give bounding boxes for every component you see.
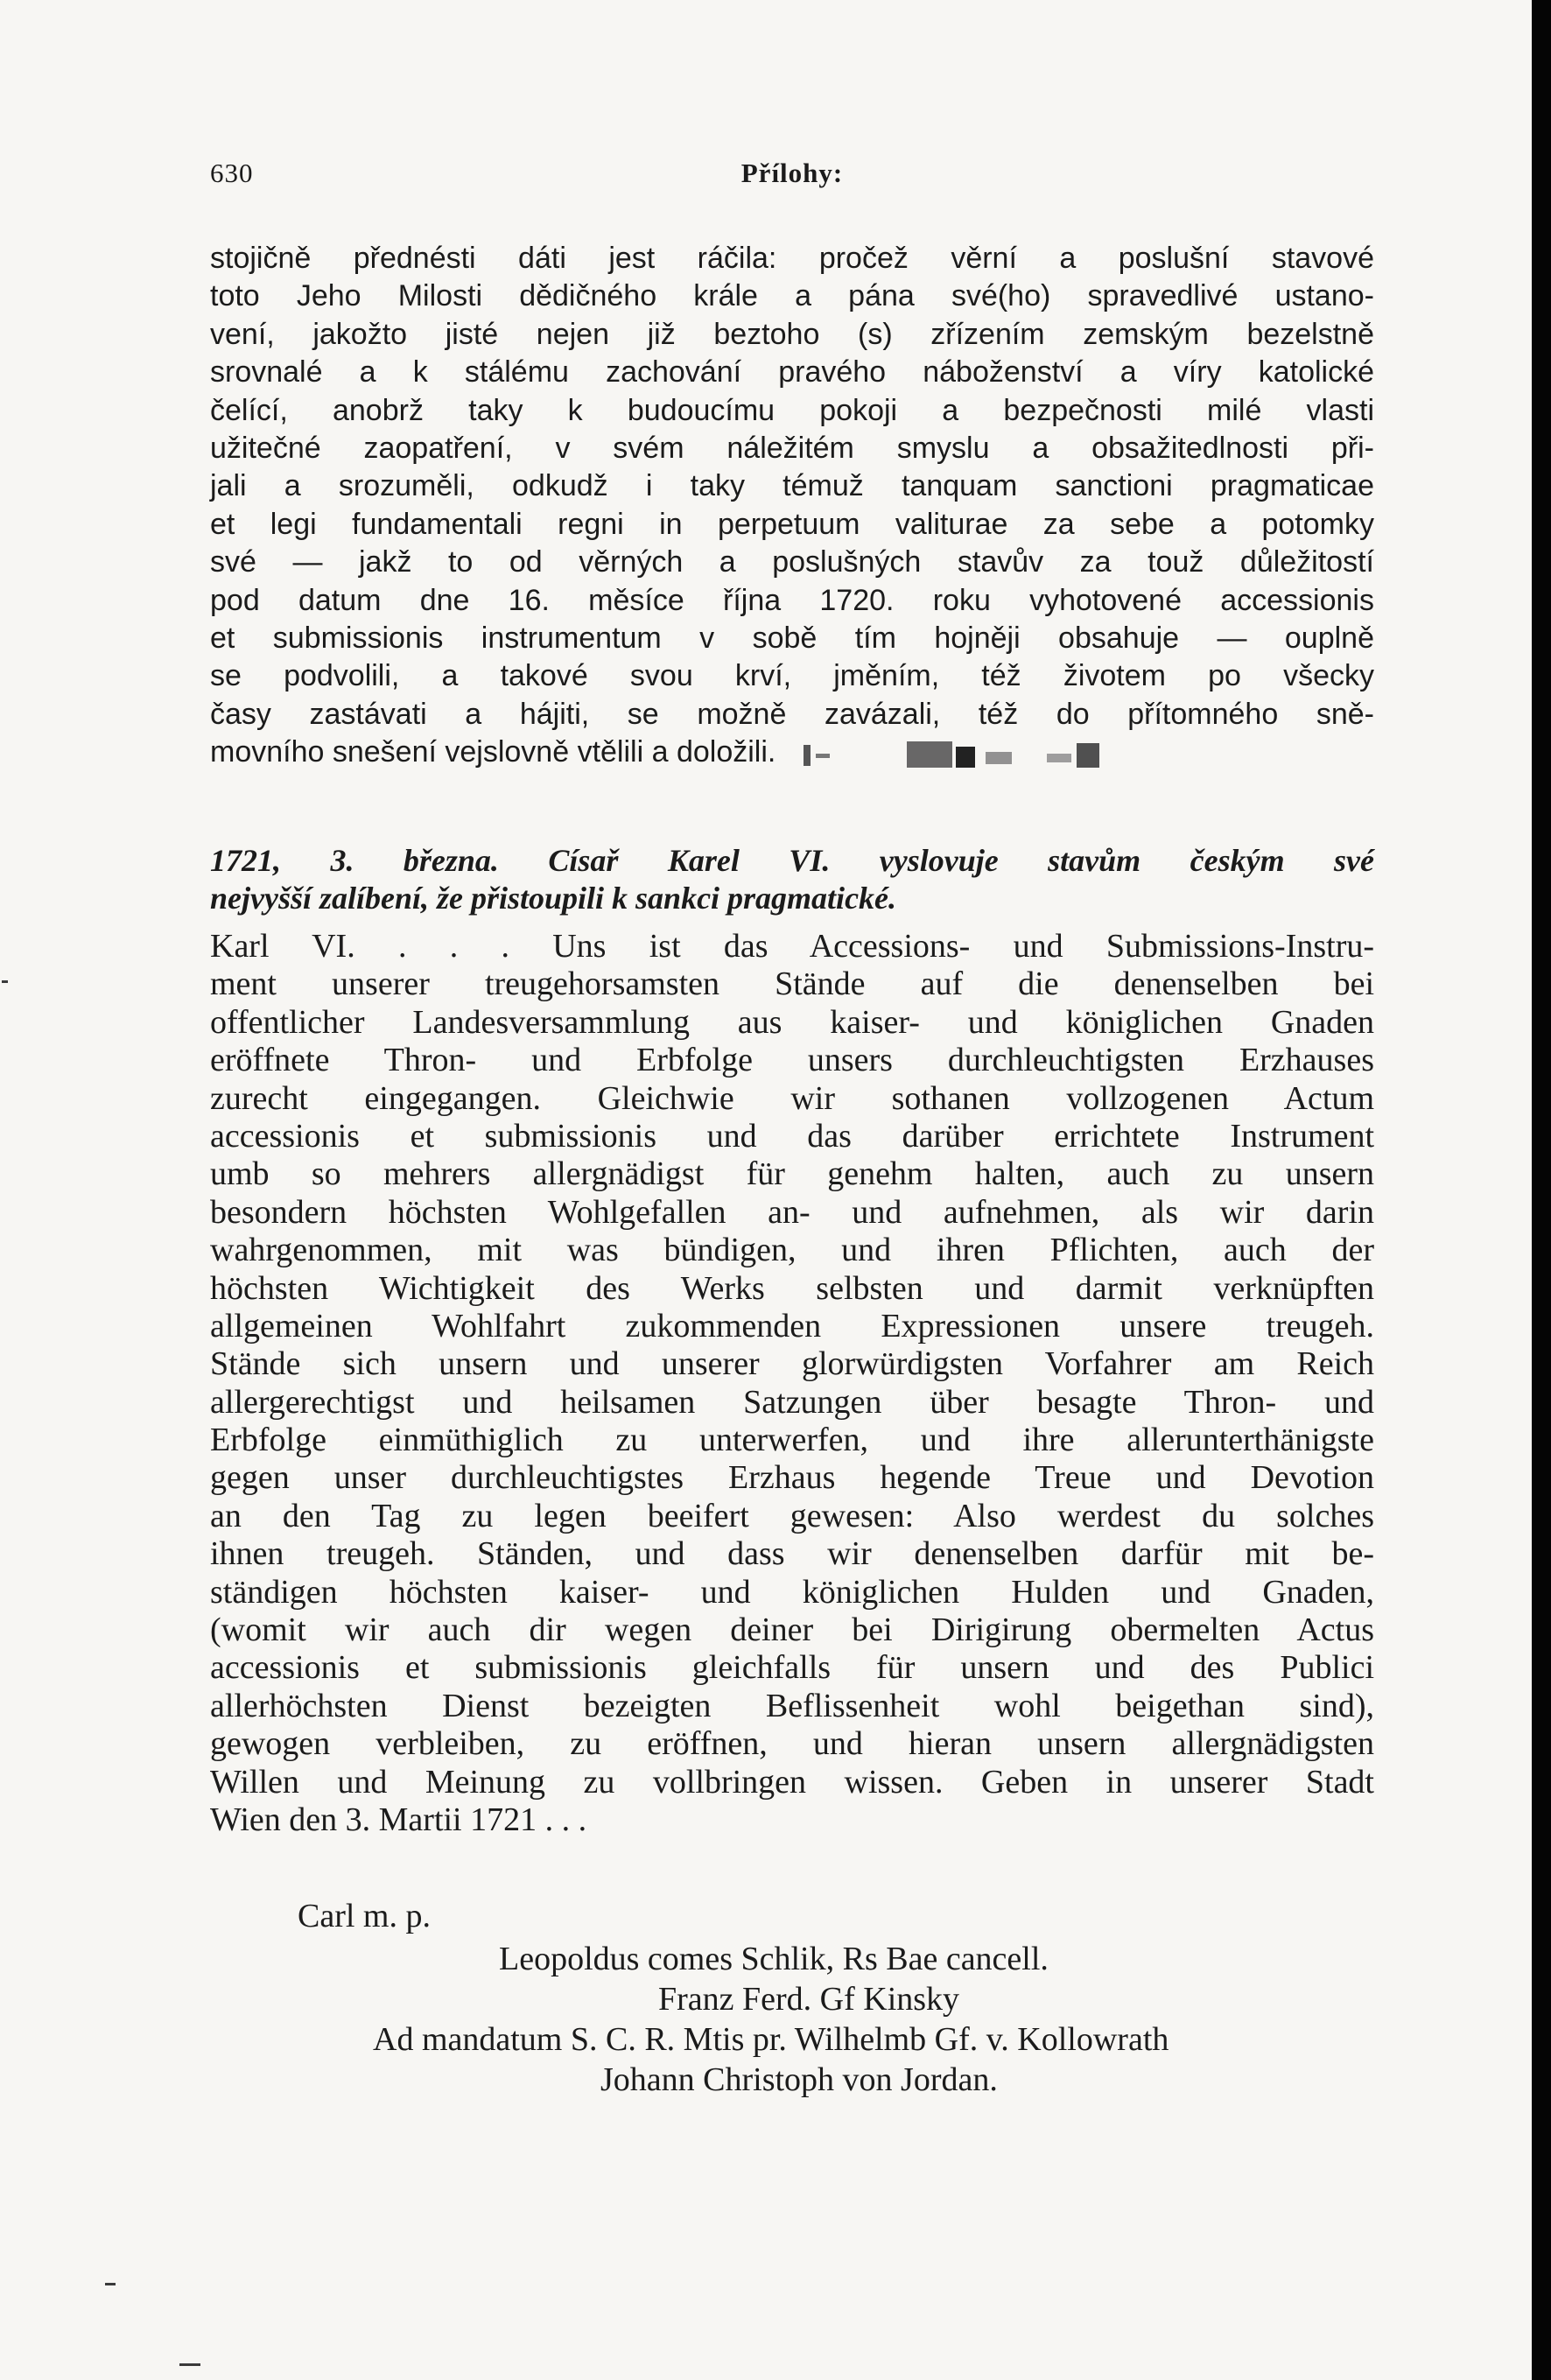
text-line: accessionis et submissionis gleichfalls für unsern und des Publici: [210, 1649, 1374, 1687]
text-line: (womit wir auch dir wegen deiner bei Dirigirung obermelten Actus: [210, 1611, 1374, 1649]
heading-line: 1721, 3. března. Císař Karel VI. vyslovuje stavům českým své: [210, 843, 1374, 878]
blot-mark: [986, 752, 1012, 764]
blot-mark: [956, 747, 975, 768]
text-line: allgemeinen Wohlfahrt zukommenden Expressionen unsere treugeh.: [210, 1307, 1374, 1344]
text-line: gewogen verbleiben, zu eröffnen, und hieran unsern allergnädigsten: [210, 1725, 1374, 1763]
text-line: et submissionis instrumentum v sobě tím hojněji obsahuje — ouplně: [210, 621, 1374, 655]
emperor-signature: Carl m. p.: [298, 1898, 431, 1934]
blot-mark: [1077, 743, 1099, 768]
text-line: ment unserer treugehorsamsten Stände auf die denenselben bei: [210, 965, 1374, 1003]
text-line: užitečné zaopatření, v svém náležitém smyslu a obsažitedlnosti při-: [210, 431, 1374, 465]
text-line: se podvolili, a takové svou krví, jměním, též životem po všecky: [210, 659, 1374, 693]
text-line: umb so mehrers allergnädigst für genehm halten, auch zu unsern: [210, 1155, 1374, 1193]
text-line: ständigen höchsten kaiser- und königlichen Hulden und Gnaden,: [210, 1573, 1374, 1611]
text-line: čelící, anobrž taky k budoucímu pokoji a bezpečnosti milé vlasti: [210, 393, 1374, 427]
ink-blot-marks: [784, 736, 1187, 771]
heading-line: nejvyšší zalíbení, že přistoupili k sankci pragmatické.: [210, 881, 897, 916]
blot-mark: [804, 745, 811, 766]
czech-paragraph: [210, 240, 1374, 771]
blot-mark: [907, 741, 952, 768]
text-line: besondern höchsten Wohlgefallen an- und aufnehmen, als wir darin: [210, 1193, 1374, 1231]
signature-line: Franz Ferd. Gf Kinsky: [658, 1981, 960, 2018]
text-line: offentlicher Landesversammlung aus kaiser- und königlichen Gnaden: [210, 1003, 1374, 1041]
text-line: časy zastávati a hájiti, se možně zavázali, též do přítomného sně-: [210, 697, 1374, 731]
text-line: zurecht eingegangen. Gleichwie wir sothanen vollzogenen Actum: [210, 1079, 1374, 1117]
text-line: své — jakž to od věrných a poslušných stavův za touž důležitostí: [210, 545, 1374, 579]
text-line: gegen unser durchleuchtigstes Erzhaus hegende Treue und Devotion: [210, 1459, 1374, 1497]
page-header: [210, 158, 1374, 201]
section-heading: [210, 842, 1374, 918]
text-line: vení, jakožto jisté nejen již beztoho (s) zřízením zemským bezelstně: [210, 317, 1374, 351]
text-line: Karl VI. . . . Uns ist das Accessions- und Submissions-Instru-: [210, 928, 1374, 965]
text-line-last: [210, 734, 1374, 771]
text-line: pod datum dne 16. měsíce října 1720. roku vyhotovené accessionis: [210, 583, 1374, 617]
text-line: stojičně přednésti dáti jest ráčila: pročež věrní a poslušní stavové: [210, 242, 1374, 275]
page-number: 630: [210, 158, 254, 188]
text-line: allerhöchsten Dienst bezeigten Beflissenheit wohl beigethan sind),: [210, 1687, 1374, 1724]
text-line-content: movního snešení vejslovně vtělili a doložili.: [210, 735, 776, 769]
text-line: wahrgenommen, mit was bündigen, und ihren Pflichten, auch der: [210, 1232, 1374, 1269]
text-line: Stände sich unsern und unserer glorwürdigsten Vorfahrer am Reich: [210, 1345, 1374, 1383]
blot-mark: [1047, 754, 1071, 762]
text-line: Erbfolge einmüthiglich zu unterwerfen, und ihre allerunterthänigste: [210, 1422, 1374, 1459]
text-line: et legi fundamentali regni in perpetuum valiturae za sebe a potomky: [210, 507, 1374, 541]
margin-speck: [179, 2363, 200, 2366]
running-head: Přílohy:: [740, 158, 844, 188]
text-line: eröffnete Thron- und Erbfolge unsers durchleuchtigsten Erzhauses: [210, 1042, 1374, 1079]
german-paragraph: [210, 928, 1374, 1839]
text-line: toto Jeho Milosti dědičného krále a pána své(ho) spravedlivé ustano-: [210, 279, 1374, 313]
signature-line: Ad mandatum S. C. R. Mtis pr. Wilhelmb Gf. v. Kollowrath: [373, 2021, 1169, 2058]
text-line: Wien den 3. Martii 1721 . . .: [210, 1801, 587, 1838]
signature-line: Johann Christoph von Jordan.: [600, 2061, 998, 2098]
signature-line: Leopoldus comes Schlik, Rs Bae cancell.: [499, 1941, 1049, 1977]
text-line: an den Tag zu legen beeifert gewesen: Also werdest du solches: [210, 1497, 1374, 1534]
margin-speck: [2, 980, 8, 983]
scan-edge: [1532, 0, 1551, 2380]
text-line: accessionis et submissionis und das darüber errichtete Instrument: [210, 1117, 1374, 1155]
margin-speck: [105, 2283, 116, 2285]
text-line: höchsten Wichtigkeit des Werks selbsten und darmit verknüpften: [210, 1269, 1374, 1307]
text-line: allergerechtigst und heilsamen Satzungen über besagte Thron- und: [210, 1383, 1374, 1421]
text-line: ihnen treugeh. Ständen, und dass wir denenselben darfür mit be-: [210, 1535, 1374, 1573]
text-line: Willen und Meinung zu vollbringen wissen. Geben in unserer Stadt: [210, 1763, 1374, 1801]
text-line: srovnalé a k stálému zachování pravého náboženství a víry katolické: [210, 355, 1374, 390]
text-line: jali a srozuměli, odkudž i taky témuž tanquam sanctioni pragmaticae: [210, 469, 1374, 503]
blot-mark: [816, 754, 830, 758]
